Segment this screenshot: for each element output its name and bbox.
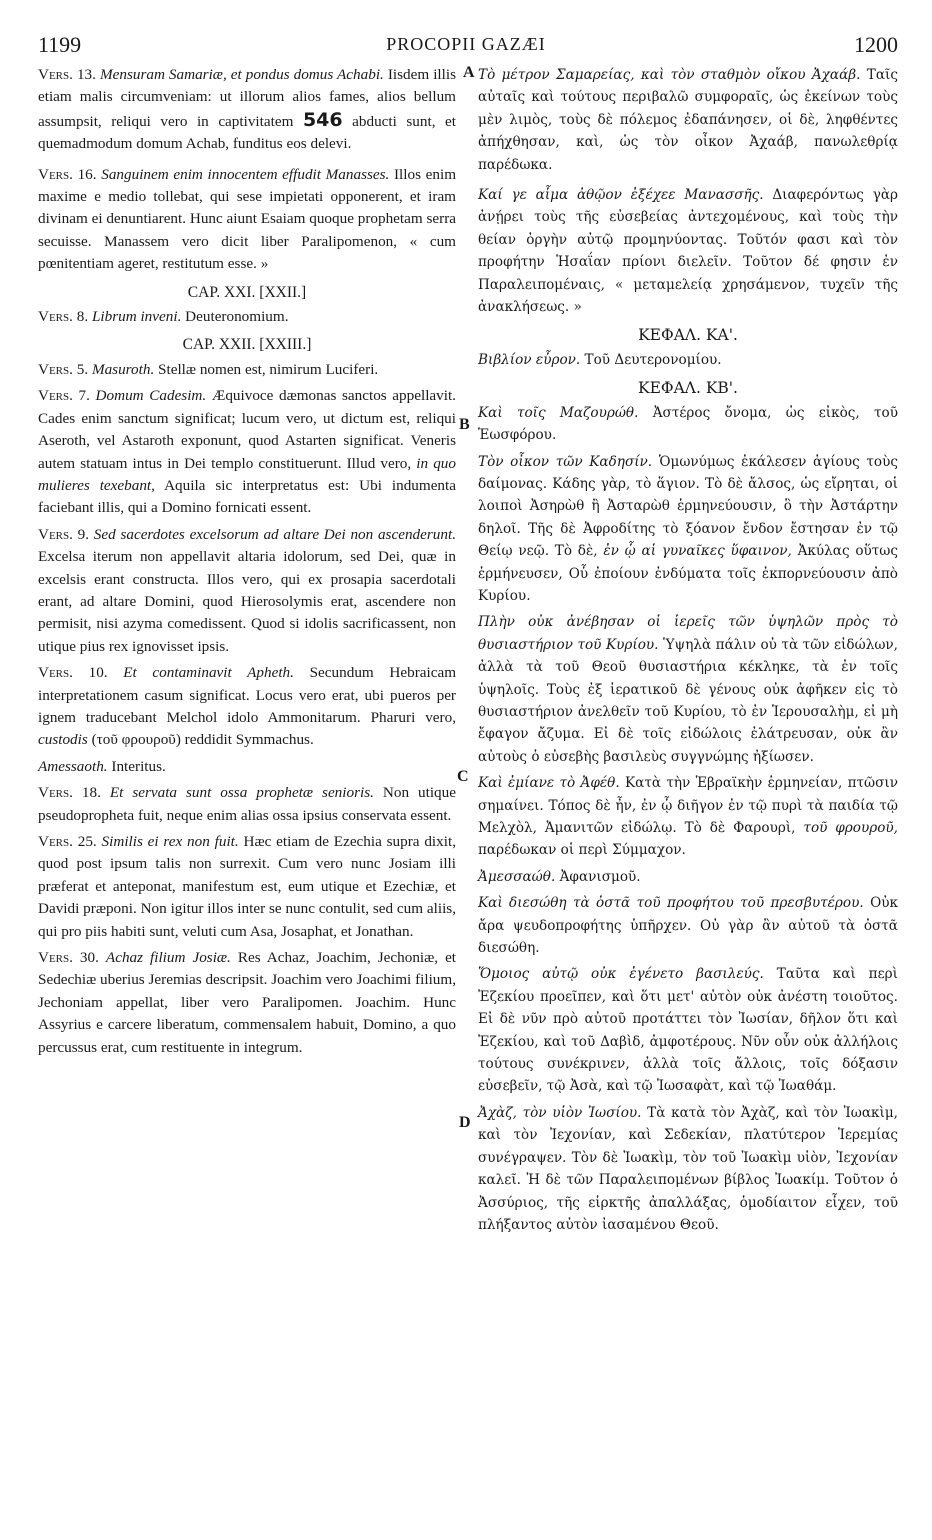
- commentary-text: Τοῦ Δευτερονομίου.: [584, 351, 722, 368]
- verse-quote: τοῦ φρουροῦ,: [803, 820, 899, 836]
- greek-paragraph: [478, 611, 898, 768]
- verse-label: Vers. 9.: [38, 525, 90, 543]
- commentary-text: Ἀφανισμοῦ.: [559, 868, 641, 885]
- greek-paragraph: [478, 892, 898, 959]
- commentary-text: abducti sunt, et quemadmodum domum Achab, funditus eos delevi.: [38, 112, 457, 153]
- latin-paragraph: [38, 64, 456, 156]
- inline-page-number: 546: [302, 108, 343, 131]
- latin-paragraph: [38, 164, 456, 276]
- verse-label: Vers. 30.: [38, 949, 99, 967]
- chapter-heading: ΚΕΦΑΛ. ΚΒ'.: [637, 379, 738, 398]
- greek-column: [478, 64, 898, 1240]
- verse-quote: Πλὴν οὐκ ἀνέβησαν οἱ ἱερεῖς τῶν ὑψηλῶν πρὸς τὸ θυσιαστήριον τοῦ Κυρίου.: [478, 614, 898, 653]
- commentary-text: Deuteronomium.: [185, 308, 289, 326]
- margin-marker-a: A: [463, 64, 475, 81]
- commentary-text: Ταῦτα καὶ περὶ Ἐζεκίου προεῖπεν, καὶ ὅτι μετ' αὐτὸν οὐκ ἀνέστη τοιοῦτος. Εἰ δὲ νῦν πρὸ αὐτοῦ προτάττει τὸν Ἰωσίαν, δῆλον ὅτι καὶ Ἐζεκίου, καὶ τοῦ Δαβὶδ, ἀμφοτέρους. Νῦν οὖν οὐκ ἀλλήλοις τούτους συνέκρινεν, ἀλλὰ τοῖς ἄλλοις, τοῖς δόξασιν εὐσεβεῖν, τῷ Ἀσὰ, καὶ τῷ Ἰωσαφὰτ, καὶ τῷ Ἰωαθάμ.: [478, 966, 898, 1095]
- verse-quote: Et contaminavit Apheth.: [123, 664, 294, 682]
- verse-label: Vers. 25.: [38, 833, 97, 850]
- greek-paragraph: [478, 64, 898, 176]
- running-title: PROCOPII GAZÆI: [386, 34, 546, 54]
- chapter-heading: CAP. XXI. [XXII.]: [187, 283, 307, 301]
- latin-paragraph: [38, 385, 456, 519]
- commentary-text: Excelsa iterum non appellavit altaria idolorum, sed Dei, quæ in excelsis erant constructa. Illos vero, qui ex prosapia sacerdotali erant, ad altare Domini, quod Hierosolymis erat, ascendere non permisit, nisi azyma comedissent. Quod si idolis sacrificassent, non utique pius rex ignovisset ipsis.: [38, 548, 456, 655]
- latin-paragraph: [38, 359, 456, 381]
- verse-quote: custodis: [38, 731, 88, 749]
- commentary-text: παρέδωκαν οἱ περὶ Σύμμαχον.: [478, 842, 686, 859]
- commentary-text: Iisdem illis etiam malis circumveniam: ut illorum alios fames, alios bellum assumpsit, reliqui vero in captivitatem: [38, 66, 456, 130]
- verse-quote: Τὸ μέτρον Σαμαρείας, καὶ τὸν σταθμὸν οἴκου Ἀχαάβ.: [478, 67, 861, 83]
- verse-quote: Amessaoth.: [38, 757, 108, 775]
- verse-label: Vers. 18.: [38, 784, 101, 802]
- verse-quote: Masuroth.: [91, 360, 155, 378]
- verse-quote: Mensuram Samariæ, et pondus domus Achabi.: [99, 66, 384, 83]
- commentary-text: Τὰ κατὰ τὸν Ἀχὰζ, καὶ τὸν Ἰωακὶμ, καὶ τὸν Ἰεχονίαν, καὶ Σεδεκίαν, πλατύτερον Ἱερεμίας συνέγραψεν. Τὸν δὲ Ἰωακὶμ, τὸν τοῦ Ἰωακὶμ υἱὸν, Ἰεχονίαν καλεῖ. Ἡ δὲ τῶν Παραλειπομένων βίβλος Ἰωακίμ. Τοῦτον ὁ Ἀσσύριος, τῆς εἱρκτῆς ἀπαλλάξας, ὁμοδίαιτον εἶχεν, τοῦ πλήξαντος αὐτὸν ἰασαμένου Θεοῦ.: [478, 1104, 898, 1233]
- greek-paragraph: [478, 184, 898, 318]
- verse-label: Vers. 10.: [38, 664, 108, 682]
- latin-paragraph: [38, 947, 456, 1059]
- commentary-text: Stellæ nomen est, nimirum Luciferi.: [158, 360, 379, 378]
- latin-paragraph: [38, 524, 456, 658]
- margin-marker-c: C: [457, 768, 469, 785]
- latin-paragraph: [38, 756, 456, 778]
- verse-quote: Librum inveni.: [91, 308, 182, 326]
- verse-quote: Sed sacerdotes excelsorum ad altare Dei non ascenderunt.: [93, 525, 456, 543]
- latin-paragraph: [38, 831, 456, 943]
- verse-label: Vers. 8.: [38, 308, 89, 326]
- commentary-text: Ἀκύλας οὕτως ἑρμήνευσεν, Οὗ ἐποίουν ἐνδύματα τοῖς ἐκπορνεύουσιν ἀπὸ Κυρίου.: [478, 543, 898, 604]
- chapter-heading: CAP. XXII. [XXIII.]: [182, 336, 312, 354]
- commentary-text: Secundum Hebraicam interpretationem casum significat. Locus vero erat, ubi pueros per ignem traducebant Melchol idolo Ammonitarum. Pharuri vero,: [38, 664, 457, 726]
- greek-paragraph: [478, 402, 898, 447]
- commentary-text: Non utique pseudopropheta fuit, neque enim alias ossa ipsius conservata essent.: [38, 784, 456, 824]
- greek-paragraph: [478, 1102, 898, 1236]
- page-number-right: 1200: [854, 32, 898, 57]
- verse-quote: Καὶ διεσώθη τὰ ὀστᾶ τοῦ προφήτου τοῦ πρεσβυτέρου.: [478, 895, 864, 912]
- chapter-heading: ΚΕΦΑΛ. ΚΑ'.: [638, 326, 738, 345]
- commentary-text: (τοῦ φρουροῦ) reddidit Symmachus.: [91, 731, 314, 749]
- latin-column: [38, 64, 456, 1063]
- latin-paragraph: [38, 662, 456, 752]
- verse-quote: Et servata sunt ossa prophetæ senioris.: [109, 784, 374, 802]
- verse-quote: Ἀχὰζ, τὸν υἱὸν Ἰωσίου.: [478, 1104, 642, 1121]
- greek-paragraph: [478, 866, 898, 888]
- verse-label: Vers. 7.: [38, 387, 90, 405]
- commentary-text: Ὁμωνύμως ἐκάλεσεν ἁγίους τοὺς δαίμονας. Κάδης γὰρ, τὸ ἅγιον. Τὸ δὲ ἄλσος, ὡς εἴρηται, οἱ λοιποὶ Ἀσηρὼθ ἢ Ἀσταρὼθ ἑρμηνεύουσιν, ὃ τὴν Ἀστάρτην δηλοῖ. Τῆς δὲ Ἀφροδίτης τὸ ξόανον ἔνδον ἔστησαν ἐν τῷ Θείῳ νεῷ. Τὸ δὲ,: [478, 453, 898, 560]
- verse-label: Vers. 5.: [38, 360, 89, 378]
- verse-quote: Τὸν οἶκον τῶν Καδησίν.: [478, 453, 653, 470]
- verse-quote: Ἀμεσσαώθ.: [478, 868, 556, 885]
- latin-paragraph: [38, 782, 456, 827]
- commentary-text: Aquila sic interpretatus est: Ubi indumenta faciebant illis, qui a Domino fornicati essent.: [38, 476, 456, 517]
- commentary-text: Διαφερόντως γὰρ ἀνῄρει τοὺς τῆς εὐσεβείας ἀντεχομένους, καὶ τοὺς τὴν θείαν ὀργὴν αὐτῷ προμηνύοντας. Τοῦτόν φασι καὶ τὸν προφήτην Ἡσαΐαν πρίονι διελεῖν. Τοῦτον δέ φησιν ἐν Παραλειπομέναις, « μεταμελείᾳ χρησάμενον, τυχεῖν τῆς ἀνακλήσεως. »: [478, 187, 898, 316]
- page-header: [0, 0, 932, 70]
- commentary-text: Res Achaz, Joachim, Jechoniæ, et Sedechiæ uberius Jeremias descripsit. Joachim vero Joachimi filium, Jechoniam appellat, liber vero Paralipomen. Joachim. Hunc Assyrius e carcere liberatum, commensalem habuit, Domino, a quo percussus erat, cum restituente in integrum.: [38, 949, 457, 1056]
- verse-quote: Similis ei rex non fuit.: [101, 833, 239, 850]
- verse-quote: Καί γε αἷμα ἀθῷον ἐξέχεε Μανασσῆς.: [478, 187, 764, 204]
- greek-paragraph: [478, 451, 898, 608]
- commentary-text: Hæc etiam de Ezechia supra dixit, quod post ipsum talis non surrexit. Cum vero nunc Josiam illi præferat et anteponat, manifestum est, eum utique et Ezechiæ, et Davidi præponi. Non igitur illos inter se nunc contulit, sed cum aliis, qui pro piis habiti sunt, veluti cum Asa, Josaphat, et Jonathan.: [38, 833, 456, 940]
- commentary-text: Οὐκ ἄρα ψευδοπροφήτης ὑπῆρχεν. Οὐ γὰρ ἂν αὐτοῦ τὰ ὀστᾶ διεσώθη.: [478, 895, 898, 957]
- verse-quote: in quo mulieres texebant,: [38, 454, 456, 494]
- verse-quote: Ὅμοιος αὐτῷ οὐκ ἐγένετο βασιλεύς.: [478, 966, 764, 983]
- commentary-text: Ὑψηλὰ πάλιν οὐ τὰ τῶν εἰδώλων, ἀλλὰ τὰ τοῦ Θεοῦ θυσιαστήρια κέκληκε, τὰ ἐν τοῖς ὑψηλοῖς. Τοὺς ἐξ ἱερατικοῦ δὲ γένους οὐκ ἀφῆκεν εἰς τὸ θυσιαστήριον ἀνελθεῖν τοῦ Κυρίου, τὸ ἐν Ἱερουσαλὴμ, εἰ μὴ ἔφαγον ἄζυμα. Εἰ δὲ τοῖς εἰδώλοις ἐλάτρευσαν, οὐκ ἂν αὐτοὺς ὁ εὐσεβὴς βασιλεὺς συγγνώμης ἠξίωσεν.: [478, 636, 898, 765]
- verse-quote: ἐν ᾧ αἱ γυναῖκες ὕφαινον,: [603, 543, 792, 560]
- commentary-text: Ἀστέρος ὄνομα, ὡς εἰκὸς, τοῦ Ἑωσφόρου.: [478, 404, 899, 444]
- margin-marker-d: D: [459, 1114, 471, 1131]
- greek-paragraph: [478, 963, 898, 1097]
- commentary-text: Κατὰ τὴν Ἑβραϊκὴν ἑρμηνείαν, πτῶσιν σημαίνει. Τόπος δὲ ἦν, ἐν ᾧ διῆγον ἐν τῷ πυρὶ τὰ παιδία τῷ Μελχὸλ, Ἀμανιτῶν εἰδώλῳ. Τὸ δὲ Φαρουρὶ,: [478, 775, 898, 836]
- commentary-text: Illos enim maxime e medio tollebat, qui sese impietati opponerent, et iram divinam ei denuntiarent. Hunc aiunt Esaiam quoque prophetam serra secuisse. Manassem vero dicit liber Paralipomenon, « cum pœnitentiam ageret, restitutum esse. »: [38, 165, 457, 273]
- margin-marker-b: B: [459, 416, 470, 433]
- verse-quote: Domum Cadesim.: [95, 387, 207, 405]
- latin-paragraph: [38, 306, 456, 328]
- commentary-text: Æquivoce dæmonas sanctos appellavit. Cades enim sanctum significat; lucum vero, ut dictum est, reliqui Aseroth, vel Astaroth exponunt, quod Astarten significat. Veneris autem statuam intus in Dei templo constituerunt. Illud vero,: [38, 387, 456, 472]
- verse-label: Vers. 13.: [38, 66, 96, 83]
- verse-label: Vers. 16.: [38, 165, 97, 183]
- verse-quote: Καὶ ἐμίανε τὸ Ἀφέθ.: [478, 775, 620, 792]
- verse-quote: Βιβλίον εὗρον.: [478, 351, 581, 368]
- page-number-left: 1199: [38, 32, 82, 57]
- commentary-text: Ταῖς αὐταῖς καὶ τούτους περιβαλῶ συμφοραῖς, ὡς ἐκείνων τοὺς μὲν λιμὸς, τοὺς δὲ πόλεμος ἐδαπάνησεν, οἱ δὲ, ληφθέντες ἀπήχθησαν, καὶ, ὡς τὸν οἶκον Ἀχαάβ, πανωλεθρίᾳ παρέδωκα.: [478, 67, 898, 173]
- greek-paragraph: [478, 349, 898, 371]
- verse-quote: Achaz filium Josiæ.: [105, 949, 231, 967]
- greek-paragraph: [478, 772, 898, 862]
- commentary-text: Interitus.: [111, 757, 166, 775]
- verse-quote: Sanguinem enim innocentem effudit Manasses.: [101, 165, 390, 183]
- verse-quote: Καὶ τοῖς Μαζουρώθ.: [478, 404, 639, 421]
